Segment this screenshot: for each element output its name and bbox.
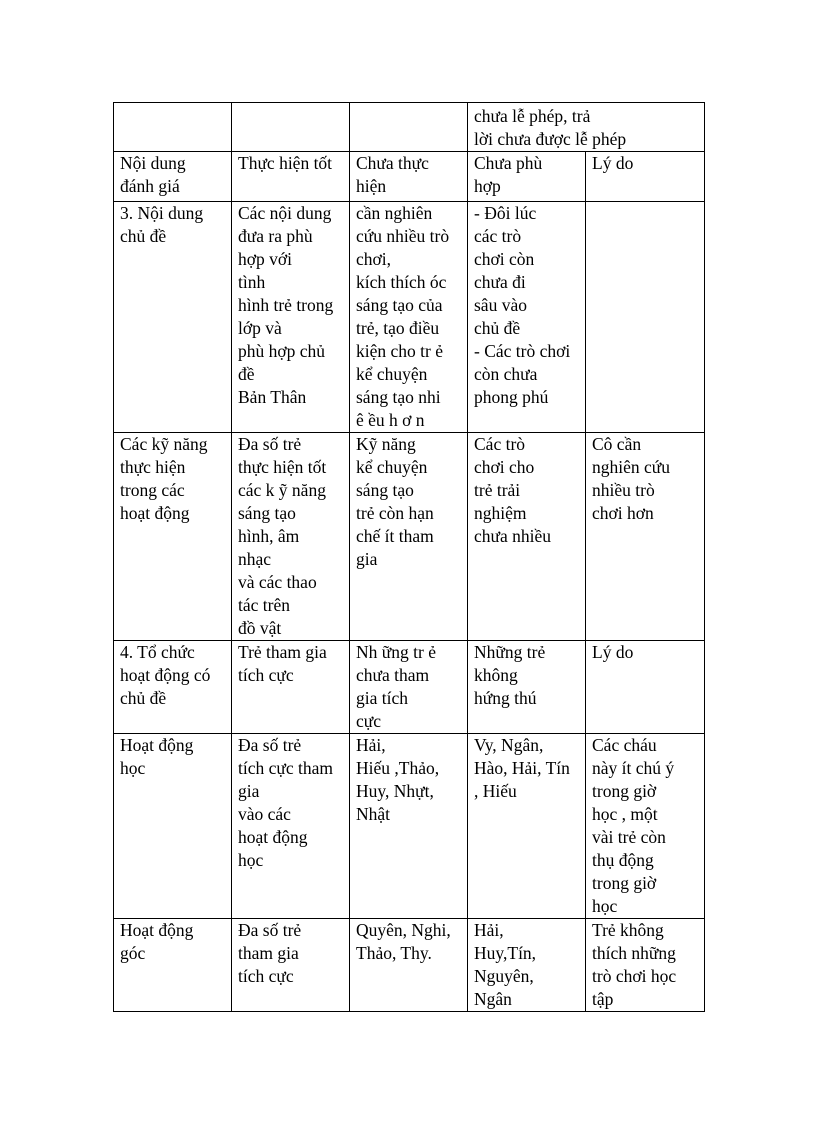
table-header-row <box>114 152 705 202</box>
table-cell <box>350 103 468 152</box>
table-cell: Hoạt động góc <box>114 919 232 1012</box>
table-cell: Đa số trẻ thực hiện tốt các k ỹ năng sáng tạo hình, âm nhạc và các thao tác trên đồ vật <box>232 433 350 641</box>
table-cell: Lý do <box>586 641 705 734</box>
table-cell: 4. Tổ chức hoạt động có chủ đề <box>114 641 232 734</box>
header-cell: Nội dung đánh giá <box>114 152 232 202</box>
table-cell: - Đôi lúc các trò chơi còn chưa đi sâu vào chủ đề - Các trò chơi còn chưa phong phú <box>468 202 586 433</box>
table-cell <box>232 103 350 152</box>
table-cell: Hải, Huy,Tín, Nguyên, Ngân <box>468 919 586 1012</box>
table-row-continuation <box>114 103 705 152</box>
table-cell: Trẻ không thích những trò chơi học tập <box>586 919 705 1012</box>
table-cell: Quyên, Nghi, Thảo, Thy. <box>350 919 468 1012</box>
table-cell: 3. Nội dung chủ đề <box>114 202 232 433</box>
table-cell: Vy, Ngân, Hào, Hải, Tín , Hiếu <box>468 734 586 919</box>
table-cell: Trẻ tham gia tích cực <box>232 641 350 734</box>
table-cell: Đa số trẻ tích cực tham gia vào các hoạt động học <box>232 734 350 919</box>
table-cell: Nh ững tr ẻ chưa tham gia tích cực <box>350 641 468 734</box>
table-cell: Cô cần nghiên cứu nhiều trò chơi hơn <box>586 433 705 641</box>
table-row <box>114 433 705 641</box>
table-cell: Những trẻ không hứng thú <box>468 641 586 734</box>
table-cell: chưa lễ phép, trả lời chưa được lễ phép <box>468 103 705 152</box>
table-row <box>114 919 705 1012</box>
table-cell: Các kỹ năng thực hiện trong các hoạt động <box>114 433 232 641</box>
table-cell: Hải, Hiếu ,Thảo, Huy, Nhựt, Nhật <box>350 734 468 919</box>
table-row <box>114 734 705 919</box>
evaluation-table <box>113 102 705 1012</box>
table-cell: Các cháu này ít chú ý trong giờ học , một vài trẻ còn thụ động trong giờ học <box>586 734 705 919</box>
header-cell: Thực hiện tốt <box>232 152 350 202</box>
table-row <box>114 202 705 433</box>
table-cell: Kỹ năng kể chuyện sáng tạo trẻ còn hạn chế ít tham gia <box>350 433 468 641</box>
table-row <box>114 641 705 734</box>
table-cell: Đa số trẻ tham gia tích cực <box>232 919 350 1012</box>
table-cell: Các nội dung đưa ra phù hợp với tình hình trẻ trong lớp và phù hợp chủ đề Bản Thân <box>232 202 350 433</box>
table-cell: Các trò chơi cho trẻ trải nghiệm chưa nhiều <box>468 433 586 641</box>
header-cell: Lý do <box>586 152 705 202</box>
table-cell: Hoạt động học <box>114 734 232 919</box>
header-cell: Chưa thực hiện <box>350 152 468 202</box>
header-cell: Chưa phù hợp <box>468 152 586 202</box>
table-cell: cần nghiên cứu nhiều trò chơi, kích thích óc sáng tạo của trẻ, tạo điều kiện cho tr ẻ kể chuyện sáng tạo nhi ê ều h ơ n <box>350 202 468 433</box>
table-cell <box>586 202 705 433</box>
table-cell <box>114 103 232 152</box>
